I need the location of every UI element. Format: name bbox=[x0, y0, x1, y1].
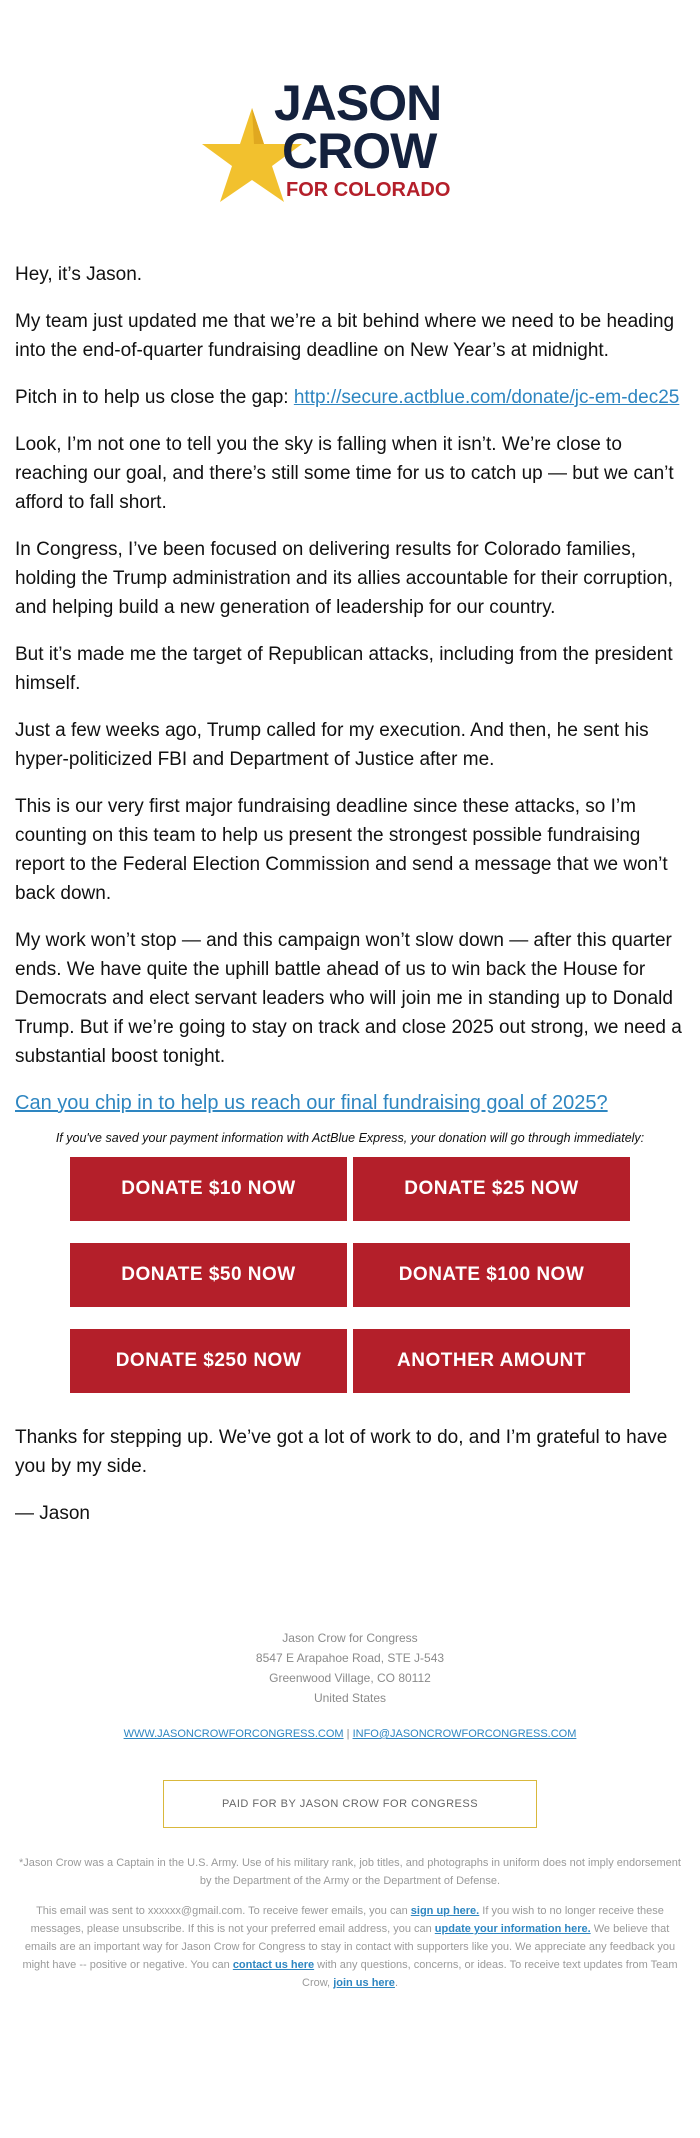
paragraph-4: In Congress, I’ve been focused on delivering results for Colorado families, holding the Trump administration and its allies accountable for their corruption, and helping build a new generation of leadership for our country. bbox=[15, 539, 673, 618]
paragraph-5: But it’s made me the target of Republican attacks, including from the president himself. bbox=[15, 644, 673, 694]
footer-country: United States bbox=[313, 1691, 387, 1705]
signoff: — Jason bbox=[15, 1503, 90, 1524]
logo-line-for-colorado: FOR COLORADO bbox=[286, 179, 451, 201]
fine-print-text-2: If you wish to no longer receive these messages, please unsubscribe. If this is not your preferred email address, you can bbox=[30, 1905, 664, 1935]
fine-print-text-1: This email was sent to xxxxxx@gmail.com. To receive fewer emails, you can bbox=[36, 1905, 411, 1917]
footer-address-2: Greenwood Village, CO 80112 bbox=[269, 1671, 431, 1685]
actblue-donate-link[interactable]: http://secure.actblue.com/donate/jc-em-dec25 bbox=[293, 387, 680, 408]
donate-250-button[interactable]: DONATE $250 NOW bbox=[70, 1329, 347, 1393]
ask-line bbox=[15, 1089, 685, 1117]
donate-50-button[interactable]: DONATE $50 NOW bbox=[70, 1243, 347, 1307]
donate-button-grid bbox=[70, 1157, 630, 1393]
email-body bbox=[0, 260, 700, 1145]
closing-section bbox=[0, 1423, 700, 1528]
join-us-link[interactable]: join us here bbox=[333, 1977, 395, 1989]
thanks-paragraph: Thanks for stepping up. We’ve got a lot of work to do, and I’m grateful to have you by my side. bbox=[15, 1427, 668, 1477]
footer bbox=[0, 1628, 700, 1828]
pitch-in-text: Pitch in to help us close the gap: bbox=[15, 387, 294, 408]
paragraph-6: Just a few weeks ago, Trump called for my execution. And then, he sent his hyper-politicized FBI and Department of Justice after me. bbox=[15, 720, 649, 770]
logo-line-jason: JASON bbox=[274, 75, 442, 131]
update-info-link[interactable]: update your information here. bbox=[434, 1923, 591, 1935]
paragraph-8: My work won’t stop — and this campaign won’t slow down — after this quarter ends. We have quite the uphill battle ahead of us to win back the House for Democrats and elect servant leaders who will join me in standing up to Donald Trump. But if we’re going to stay on track and close 2025 out strong, we need a substantial boost tonight. bbox=[15, 930, 682, 1067]
logo-line-crow: CROW bbox=[282, 123, 437, 179]
footer-links bbox=[0, 1724, 700, 1744]
fine-print-text-3: We believe that emails are an important way for Jason Crow for Congress to stay in contact with supporters like you. We appreciate any feedback you might have -- positive or negative. You can bbox=[22, 1923, 676, 1971]
website-link[interactable]: WWW.JASONCROWFORCONGRESS.COM bbox=[123, 1728, 344, 1740]
fine-print-text-5: . bbox=[394, 1977, 398, 1989]
logo-header bbox=[0, 0, 700, 260]
paragraph-2 bbox=[15, 383, 685, 412]
paragraph-1: My team just updated me that we’re a bit behind where we need to be heading into the end-of-quarter fundraising deadline on New Year’s at midnight. bbox=[15, 311, 675, 361]
chip-in-link[interactable]: Can you chip in to help us reach our final fundraising goal of 2025? bbox=[15, 1092, 608, 1114]
fine-print-text-4: with any questions, concerns, or ideas. To receive text updates from Team Crow, bbox=[302, 1959, 678, 1989]
another-amount-button[interactable]: ANOTHER AMOUNT bbox=[353, 1329, 630, 1393]
military-disclaimer: *Jason Crow was a Captain in the U.S. Army. Use of his military rank, job titles, and photographs in uniform does not imply endorsement by the Department of the Army or the Department of Defense. bbox=[19, 1857, 681, 1887]
fine-print bbox=[0, 1902, 700, 1992]
paragraph-3: Look, I’m not one to tell you the sky is falling when it isn’t. We’re close to reaching our goal, and there’s still some time for us to catch up — but we can’t afford to fall short. bbox=[15, 434, 674, 513]
actblue-express-note: If you've saved your payment information with ActBlue Express, your donation will go through immediately: bbox=[55, 1131, 645, 1145]
contact-us-link[interactable]: contact us here bbox=[232, 1959, 315, 1971]
donate-25-button[interactable]: DONATE $25 NOW bbox=[353, 1157, 630, 1221]
donate-100-button[interactable]: DONATE $100 NOW bbox=[353, 1243, 630, 1307]
link-separator: | bbox=[346, 1728, 350, 1740]
paid-for-box: PAID FOR BY JASON CROW FOR CONGRESS bbox=[163, 1780, 537, 1828]
sign-up-link[interactable]: sign up here. bbox=[410, 1905, 480, 1917]
jason-crow-logo bbox=[192, 72, 472, 212]
donate-10-button[interactable]: DONATE $10 NOW bbox=[70, 1157, 347, 1221]
footer-address-1: 8547 E Arapahoe Road, STE J-543 bbox=[255, 1651, 445, 1665]
paragraph-7: This is our very first major fundraising deadline since these attacks, so I’m counting on this team to help us present the strongest possible fundraising report to the Federal Election Commission and send a message that we won’t back down. bbox=[15, 796, 668, 904]
greeting: Hey, it’s Jason. bbox=[15, 264, 143, 285]
email-link[interactable]: INFO@JASONCROWFORCONGRESS.COM bbox=[352, 1728, 577, 1740]
footer-org: Jason Crow for Congress bbox=[282, 1631, 418, 1645]
